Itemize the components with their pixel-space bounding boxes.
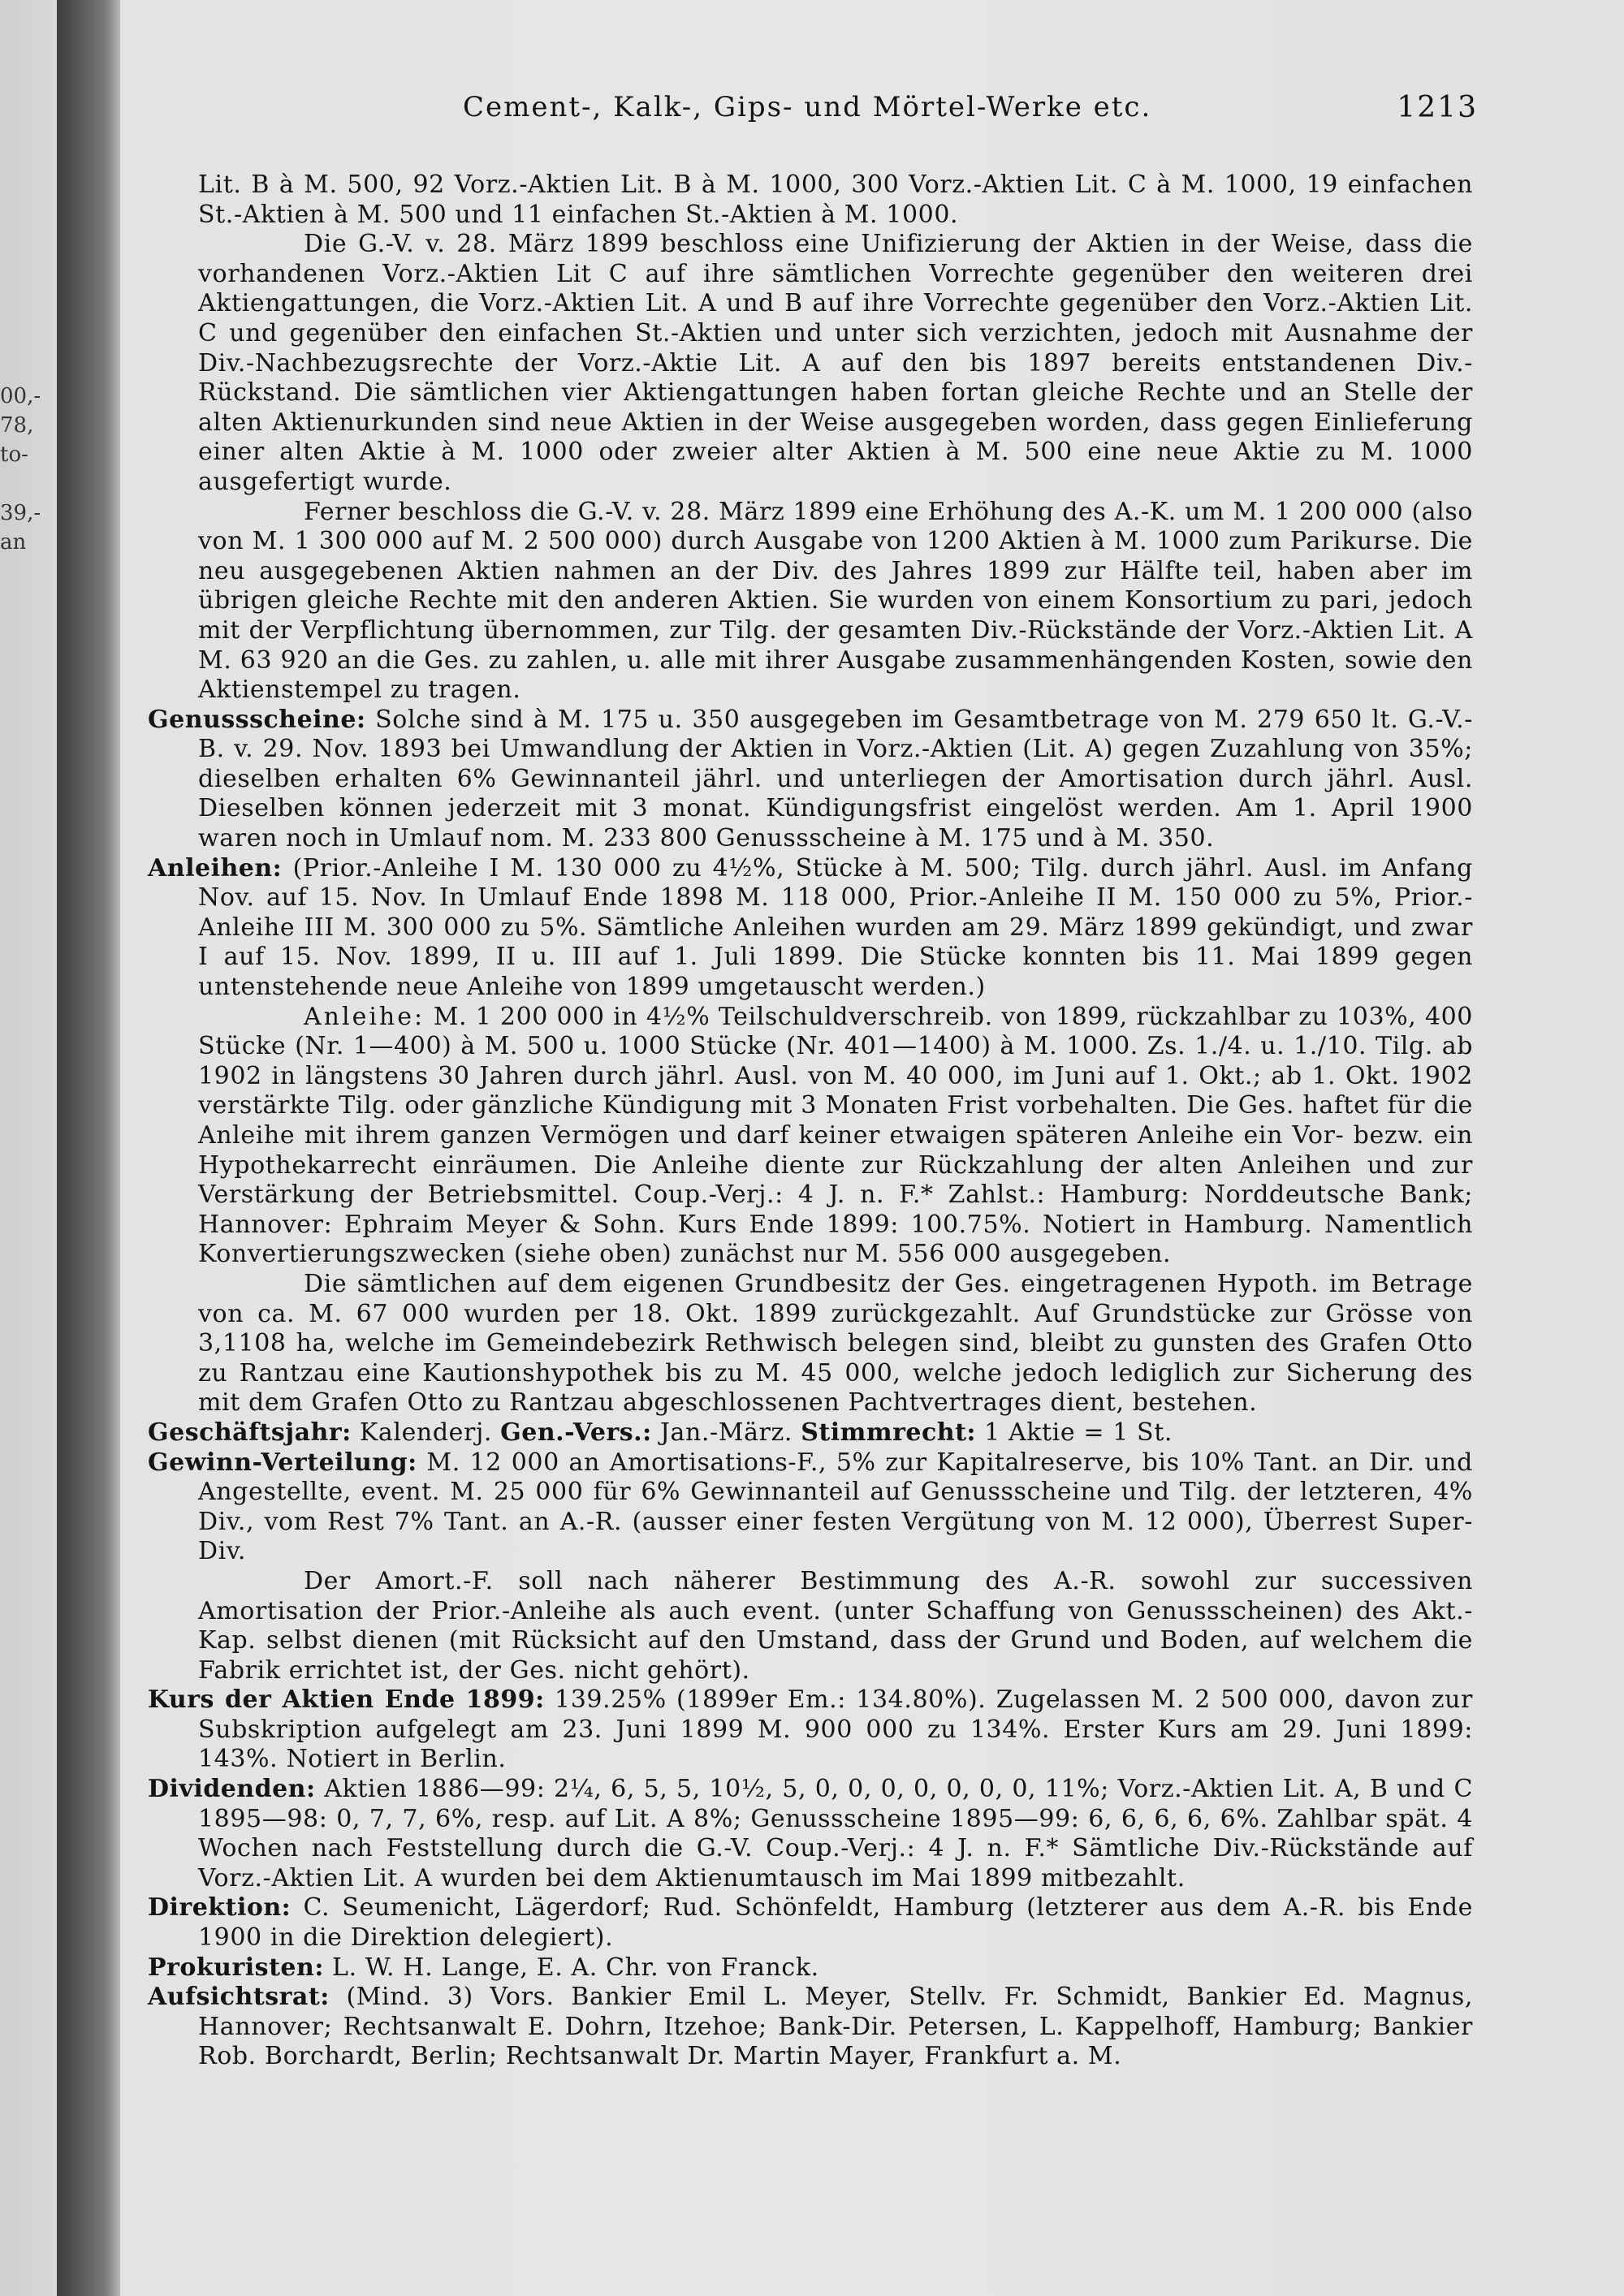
- paragraph-anleihe: [148, 1003, 1473, 1270]
- section-label: Anleihen:: [148, 853, 283, 883]
- section-text: C. Seumenicht, Lägerdorf; Rud. Schönfeldt, Hamburg (letzterer aus dem A.-R. bis Ende 1900 in die Direktion delegiert).: [198, 1893, 1473, 1953]
- section-genussscheine: [148, 706, 1473, 854]
- section-anleihen: [148, 854, 1473, 1003]
- section-prokuristen: [148, 1953, 1473, 1983]
- section-text: Jan.-März.: [659, 1418, 793, 1447]
- paragraph-aktien-bestand: Lit. B à M. 500, 92 Vorz.-Aktien Lit. B à M. 1000, 300 Vorz.-Aktien Lit. C à M. 1000, 19 einfachen St.-Aktien à M. 500 und 11 einfachen St.-Aktien à M. 1000.: [198, 170, 1473, 229]
- book-binding-gutter: [57, 0, 120, 2296]
- section-dividenden: [148, 1775, 1473, 1893]
- section-label: Dividenden:: [148, 1775, 316, 1804]
- paragraph-kapitalerhoehung: Ferner beschloss die G.-V. v. 28. März 1899 eine Erhöhung des A.-K. um M. 1 200 000 (also von M. 1 300 000 auf M. 2 500 000) durch Ausgabe von 1200 Aktien à M. 1000 zum Parikurse. Die neu ausgegebenen Aktien nahmen an der Div. des Jahres 1899 zur Hälfte teil, haben aber im übrigen gleiche Rechte mit den anderen Aktien. Sie wurden von einem Konsortium zu pari, jedoch mit der Verpflichtung übernommen, zur Tilg. der gesamten Div.-Rückstände der Vorz.-Aktien Lit. A M. 63 920 an die Ges. zu zahlen, u. alle mit ihrer Ausgabe zusammenhängenden Kosten, sowie den Aktienstempel zu tragen.: [198, 497, 1473, 705]
- section-label: Kurs der Aktien Ende 1899:: [148, 1685, 545, 1715]
- section-text: (Mind. 3) Vors. Bankier Emil L. Meyer, Stellv. Fr. Schmidt, Bankier Ed. Magnus, Hannover; Rechtsanwalt E. Dohrn, Itzehoe; Bank-Dir. Petersen, L. Kappelhoff, Hamburg; Bankier Rob. Borchardt, Berlin; Rechtsanwalt Dr. Martin Mayer, Frankfurt a. M.: [198, 1983, 1473, 2071]
- section-kurs: [148, 1685, 1473, 1775]
- section-text: 139.25% (1899er Em.: 134.80%). Zugelassen M. 2 500 000, davon zur Subskription aufgelegt am 23. Juni 1899 M. 900 000 zu 134%. Erster Kurs am 29. Juni 1899: 143%. Notiert in Berlin.: [198, 1685, 1473, 1774]
- section-direktion: [148, 1893, 1473, 1953]
- section-text: L. W. H. Lange, E. A. Chr. von Franck.: [332, 1953, 819, 1982]
- section-text: Kalenderj.: [359, 1418, 492, 1447]
- section-text: Aktien 1886—99: 2¼, 6, 5, 5, 10½, 5, 0, 0, 0, 0, 0, 0, 0, 11%; Vorz.-Aktien Lit. A, B und C 1895—98: 0, 7, 7, 6%, resp. auf Lit. A 8%; Genussscheine 1895—99: 6, 6, 6, 6, 6%. Zahlbar spät. 4 Wochen nach Feststellung durch die G.-V. Coup.-Verj.: 4 J. n. F.* Sämtliche Div.-Rückstände auf Vorz.-Aktien Lit. A wurden bei dem Aktienumtausch im Mai 1899 mitbezahlt.: [198, 1775, 1474, 1892]
- document-body: [148, 170, 1473, 2072]
- paragraph-amortisation: Der Amort.-F. soll nach näherer Bestimmung des A.-R. sowohl zur successiven Amortisation der Prior.-Anleihe als auch event. (unter Schaffung von Genussscheinen) des Akt.-Kap. selbst dienen (mit Rücksicht auf den Umstand, dass der Grund und Boden, auf welchem die Fabrik errichtet ist, der Ges. nicht gehört).: [198, 1566, 1473, 1685]
- margin-fragment: to-: [0, 442, 28, 467]
- section-label: Prokuristen:: [148, 1953, 324, 1982]
- page-header: [195, 91, 1478, 132]
- margin-fragment: an: [0, 530, 27, 555]
- page-number: 1213: [1397, 91, 1478, 124]
- paragraph-unifizierung: Die G.-V. v. 28. März 1899 beschloss eine Unifizierung der Aktien in der Weise, dass die vorhandenen Vorz.-Aktien Lit C auf ihre sämtlichen Vorrechte gegenüber den weiteren drei Aktiengattungen, die Vorz.-Aktien Lit. A und B auf ihre Vorrechte gegenüber den Vorz.-Aktien Lit. C und gegenüber den einfachen St.-Aktien und unter sich verzichten, jedoch mit Ausnahme der Div.-Nachbezugsrechte der Vorz.-Aktie Lit. A auf den bis 1897 bereits entstandenen Div.-Rückstand. Die sämtlichen vier Aktiengattungen haben fortan gleiche Rechte und an Stelle der alten Aktienurkunden sind neue Aktien in der Weise ausgegeben worden, dass gegen Einlieferung einer alten Aktie à M. 1000 oder zweier alter Aktien à M. 500 eine neue Aktie zu M. 1000 ausgefertigt wurde.: [198, 230, 1473, 496]
- section-text: 1 Aktie = 1 St.: [984, 1418, 1173, 1447]
- section-label: Stimmrecht:: [801, 1418, 976, 1447]
- section-label: Gewinn-Verteilung:: [148, 1448, 417, 1477]
- section-aufsichtsrat: [148, 1983, 1473, 2072]
- section-gewinn-verteilung: [148, 1448, 1473, 1567]
- section-text: Solche sind à M. 175 u. 350 ausgegeben im Gesamtbetrage von M. 279 650 lt. G.-V.-B. v. 29. Nov. 1893 bei Umwandlung der Aktien in Vorz.-Aktien (Lit. A) gegen Zuzahlung von 35%; dieselben erhalten 6% Gewinnanteil jährl. und unterliegen der Amortisation durch jährl. Ausl. Dieselben können jederzeit mit 3 monat. Kündigungsfrist eingelöst werden. Am 1. April 1900 waren noch in Umlauf nom. M. 233 800 Genussscheine à M. 175 und à M. 350.: [198, 705, 1473, 853]
- running-title: Cement-, Kalk-, Gips- und Mörtel-Werke etc.: [463, 91, 1152, 123]
- previous-page-margin: [0, 382, 49, 557]
- section-label: Genussscheine:: [148, 705, 366, 734]
- section-text: (Prior.-Anleihe I M. 130 000 zu 4½%, Stücke à M. 500; Tilg. durch jährl. Ausl. im Anfang Nov. auf 15. Nov. In Umlauf Ende 1898 M. 118 000, Prior.-Anleihe II M. 150 000 zu 5%, Prior.-Anleihe III M. 300 000 zu 5%. Sämtliche Anleihen wurden am 29. März 1899 gekündigt, und zwar I auf 15. Nov. 1899, II u. III auf 1. Juli 1899. Die Stücke konnten bis 11. Mai 1899 gegen untenstehende neue Anleihe von 1899 umgetauscht werden.): [198, 853, 1473, 1002]
- margin-fragment: 39,-: [0, 501, 41, 525]
- section-label: Gen.-Vers.:: [500, 1418, 652, 1447]
- paragraph-hypotheken: Die sämtlichen auf dem eigenen Grundbesitz der Ges. eingetragenen Hypoth. im Betrage von ca. M. 67 000 wurden per 18. Okt. 1899 zurückgezahlt. Auf Grundstücke zur Grösse von 3,1108 ha, welche im Gemeindebezirk Rethwisch belegen sind, bleibt zu gunsten des Grafen Otto zu Rantzau eine Kautionshypothek bis zu M. 45 000, welche jedoch lediglich zur Sicherung des mit dem Grafen Otto zu Rantzau abgeschlossenen Pachtvertrages dient, bestehen.: [198, 1269, 1473, 1418]
- section-label: Aufsichtsrat:: [148, 1983, 330, 2012]
- margin-fragment: [0, 469, 49, 498]
- margin-fragment: 00,-: [0, 384, 41, 408]
- margin-fragment: 78,: [0, 413, 34, 438]
- subsection-label: Anleihe:: [304, 1002, 425, 1031]
- section-text: M. 12 000 an Amortisations-F., 5% zur Kapitalreserve, bis 10% Tant. an Dir. und Angestellte, event. M. 25 000 für 6% Gewinnanteil auf Genussscheine und Tilg. der letzteren, 4% Div., vom Rest 7% Tant. an A.-R. (ausser einer festen Vergütung von M. 12 000), Überrest Super-Div.: [198, 1448, 1473, 1566]
- section-geschaeftsjahr: [148, 1418, 1473, 1448]
- section-label: Direktion:: [148, 1893, 292, 1923]
- section-label: Geschäftsjahr:: [148, 1418, 352, 1447]
- subsection-text: M. 1 200 000 in 4½% Teilschuldverschreib. von 1899, rückzahlbar zu 103%, 400 Stücke (Nr. 1—400) à M. 500 u. 1000 Stücke (Nr. 401—1400) à M. 1000. Zs. 1./4. u. 1./10. Tilg. ab 1902 in längstens 30 Jahren durch jährl. Ausl. von M. 40 000, im Juni auf 1. Okt.; ab 1. Okt. 1902 verstärkte Tilg. oder gänzliche Kündigung mit 3 Monaten Frist vorbehalten. Die Ges. haftet für die Anleihe mit ihrem ganzen Vermögen und darf keiner etwaigen späteren Anleihe ein Vor- bezw. ein Hypothekarrecht einräumen. Die Anleihe diente zur Rückzahlung der alten Anleihen und zur Verstärkung der Betriebsmittel. Coup.-Verj.: 4 J. n. F.* Zahlst.: Hamburg: Norddeutsche Bank; Hannover: Ephraim Meyer & Sohn. Kurs Ende 1899: 100.75%. Notiert in Hamburg. Namentlich Konvertierungszwecken (siehe oben) zunächst nur M. 556 000 ausgegeben.: [198, 1002, 1473, 1269]
